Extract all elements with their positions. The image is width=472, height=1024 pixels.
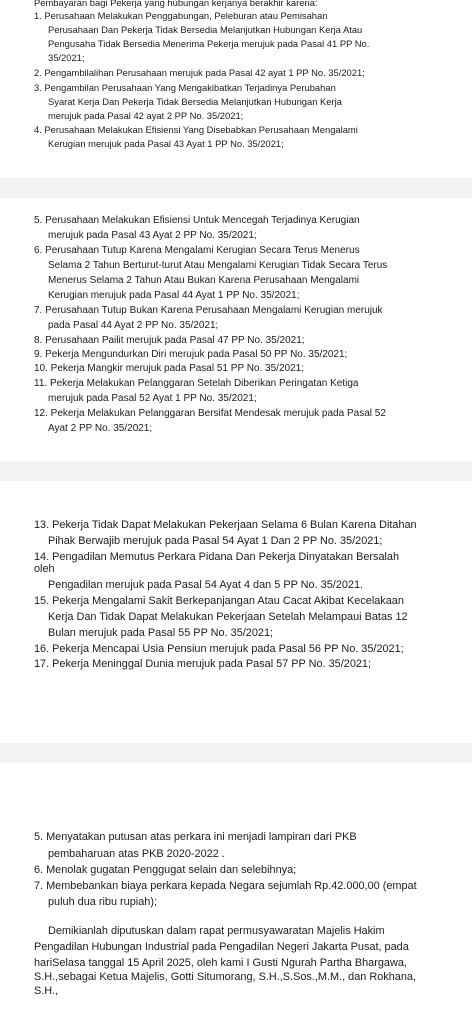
- list-item-9: 9. Pekerja Mengundurkan Diri merujuk pada Pasal 50 PP No. 35/2021;: [34, 349, 348, 360]
- list-item-17: 17. Pekerja Meninggal Dunia merujuk pada Pasal 57 PP No. 35/2021;: [34, 658, 372, 670]
- list-item-6-cont: Kerugian merujuk pada Pasal 44 Ayat 1 PP No. 35/2021;: [48, 290, 300, 301]
- list-item-8: 8. Perusahaan Pailit merujuk pada Pasal 47 PP No. 35/2021;: [34, 335, 305, 346]
- list-item-13: 13. Pekerja Tidak Dapat Melakukan Pekerjaan Selama 6 Bulan Karena Ditahan: [34, 519, 417, 531]
- list-item-1-cont: 35/2021;: [48, 52, 85, 63]
- intro-line: Pembayaran bagi Pekerja yang hubungan kerjanya berakhir karena:: [34, 0, 318, 8]
- closing-paragraph-cont: Pengadilan Hubungan Industrial pada Pengadilan Negeri Jakarta Pusat, pada: [34, 941, 409, 953]
- list-item-5-cont: merujuk pada Pasal 43 Ayat 2 PP No. 35/2021;: [48, 230, 257, 241]
- list-item-2: 2. Pengambilalihan Perusahaan merujuk pada Pasal 42 ayat 1 PP No. 35/2021;: [34, 67, 365, 78]
- list-item-12-cont: Ayat 2 PP No. 35/2021;: [48, 423, 153, 434]
- list-item-3-cont: merujuk pada Pasal 42 ayat 2 PP No. 35/2021;: [48, 110, 244, 121]
- list-item-6-cont: Menerus Selama 2 Tahun Atau Bukan Karena Perusahaan Mengalami: [48, 275, 360, 286]
- closing-paragraph: Demikianlah diputuskan dalam rapat permusyawaratan Majelis Hakim: [48, 925, 385, 937]
- list-item-13-cont: Pihak Berwajib merujuk pada Pasal 54 Ayat 1 Dan 2 PP No. 35/2021;: [48, 535, 383, 547]
- list-item-4: 4. Perusahaan Melakukan Efisiensi Yang Disebabkan Perusahaan Mengalami: [34, 124, 358, 135]
- document-snippet-3: [0, 481, 472, 743]
- list-item-11-cont: merujuk pada Pasal 52 Ayat 1 PP No. 35/2021;: [48, 393, 257, 404]
- closing-paragraph-cont: hariSelasa tanggal 15 April 2025, oleh kami I Gusti Ngurah Partha Bhargawa,: [34, 957, 407, 969]
- verdict-item-5-cont: pembaharuan atas PKB 2020-2022 .: [48, 848, 225, 860]
- verdict-item-7-cont: puluh dua ribu rupiah);: [48, 896, 157, 908]
- list-item-11: 11. Pekerja Melakukan Pelanggaran Setelah Diberikan Peringatan Ketiga: [34, 378, 359, 389]
- document-snippet-4: [0, 763, 472, 1024]
- list-item-6-cont: Selama 2 Tahun Berturut-turut Atau Mengalami Kerugian Tidak Secara Terus: [48, 260, 388, 271]
- list-item-1: 1. Perusahaan Melakukan Penggabungan, Peleburan atau Pemisahan: [34, 10, 328, 21]
- document-snippet-1: [0, 0, 472, 178]
- list-item-16: 16. Pekerja Mencapai Usia Pensiun merujuk pada Pasal 56 PP No. 35/2021;: [34, 643, 404, 655]
- list-item-15: 15. Pekerja Mengalami Sakit Berkepanjangan Atau Cacat Akibat Kecelakaan: [34, 595, 404, 607]
- list-item-3-cont: Syarat Kerja Dan Pekerja Tidak Bersedia Melanjutkan Hubungan Kerja: [48, 96, 342, 107]
- list-item-5: 5. Perusahaan Melakukan Efisiensi Untuk Mencegah Terjadinya Kerugian: [34, 215, 360, 226]
- verdict-item-5: 5. Menyatakan putusan atas perkara ini menjadi lampiran dari PKB: [34, 831, 357, 843]
- list-item-1-cont: Pengusaha Tidak Bersedia Menerima Pekerja merujuk pada Pasal 41 PP No.: [48, 38, 370, 49]
- list-item-1-cont: Perusahaan Dan Pekerja Tidak Bersedia Melanjutkan Hubungan Kerja Atau: [48, 24, 363, 35]
- separator-3: [0, 743, 472, 763]
- list-item-15-cont: Kerja Dan Tidak Dapat Melakukan Pekerjaan Setelah Melampaui Batas 12: [48, 611, 408, 623]
- closing-paragraph-cont: S.H.,sebagai Ketua Majelis, Gotti Situmorang, S.H.,S.Sos.,M.M., dan Rokhana,: [34, 971, 416, 983]
- list-item-14-cont: oleh: [34, 563, 55, 575]
- list-item-3: 3. Pengambilan Perusahaan Yang Mengakibatkan Terjadinya Perubahan: [34, 82, 336, 93]
- list-item-12: 12. Pekerja Melakukan Pelanggaran Bersifat Mendesak merujuk pada Pasal 52: [34, 408, 386, 419]
- closing-paragraph-cont: S.H.,: [34, 985, 59, 997]
- document-snippet-2: [0, 198, 472, 461]
- list-item-4-cont: Kerugian merujuk pada Pasal 43 Ayat 1 PP No. 35/2021;: [48, 138, 284, 149]
- list-item-6: 6. Perusahaan Tutup Karena Mengalami Kerugian Secara Terus Menerus: [34, 245, 360, 256]
- separator-2: [0, 461, 472, 481]
- list-item-7: 7. Perusahaan Tutup Bukan Karena Perusahaan Mengalami Kerugian merujuk: [34, 305, 383, 316]
- list-item-14-cont: Pengadilan merujuk pada Pasal 54 Ayat 4 dan 5 PP No. 35/2021.: [48, 579, 364, 591]
- separator-1: [0, 178, 472, 198]
- list-item-15-cont: Bulan merujuk pada Pasal 55 PP No. 35/2021;: [48, 627, 274, 639]
- verdict-item-7: 7. Membebankan biaya perkara kepada Negara sejumlah Rp.42.000,00 (empat: [34, 880, 417, 892]
- list-item-10: 10. Pekerja Mangkir merujuk pada Pasal 51 PP No. 35/2021;: [34, 363, 304, 374]
- list-item-7-cont: pada Pasal 44 Ayat 2 PP No. 35/2021;: [48, 320, 219, 331]
- list-item-14: 14. Pengadilan Memutus Perkara Pidana Dan Pekerja Dinyatakan Bersalah: [34, 551, 400, 563]
- verdict-item-6: 6. Menolak gugatan Penggugat selain dan selebihnya;: [34, 864, 297, 876]
